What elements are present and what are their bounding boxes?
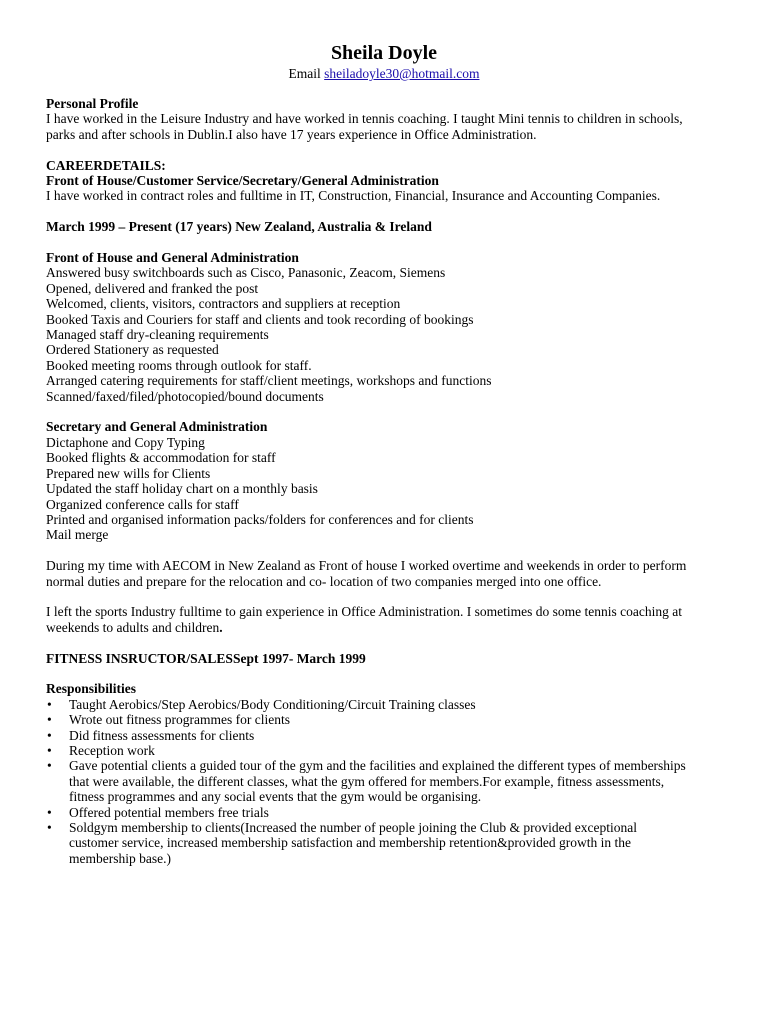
list-item: • Offered potential members free trials [46,805,736,820]
list-item: • Soldgym membership to clients(Increased the number of people joining the Club & provided exceptional customer service, increased membership satisfaction and membership retention&provided growth in the membership base.) [46,820,736,866]
duty-item: Booked flights & accommodation for staff [46,450,276,466]
responsibilities-list [46,697,736,866]
duty-item: Updated the staff holiday chart on a monthly basis [46,481,318,497]
duty-item: Arranged catering requirements for staff/client meetings, workshops and functions [46,373,492,389]
career-subheading: Front of House/Customer Service/Secretary/General Administration [46,173,439,189]
career-heading: CAREERDETAILS: [46,157,166,173]
sports-line [46,620,736,635]
duty-item: Prepared new wills for Clients [46,465,211,481]
profile-line: parks and after schools in Dublin.I also have 17 years experience in Office Administration. [46,126,537,142]
aecom-line: normal duties and prepare for the relocation and co- location of two companies merged into one office. [46,573,602,589]
email-link[interactable]: sheiladoyle30@hotmail.com [324,66,480,81]
duty-item: Booked Taxis and Couriers for staff and clients and took recording of bookings [46,311,474,327]
list-item: • Reception work [46,743,736,758]
duty-item: Answered busy switchboards such as Cisco, Panasonic, Zeacom, Siemens [46,265,446,281]
profile-line: I have worked in the Leisure Industry and have worked in tennis coaching. I taught Mini tennis to children in schools, [46,111,683,127]
email-label: Email [288,66,321,81]
duty-item: Mail merge [46,527,109,543]
duty-item: Printed and organised information packs/folders for conferences and for clients [46,511,474,527]
resume-name: Sheila Doyle [330,42,438,64]
sports-line-end: . [219,619,223,635]
duty-item: Welcomed, clients, visitors, contractors and suppliers at reception [46,296,401,312]
fitness-heading: FITNESS INSRUCTOR/SALESSept 1997- March 1999 [46,650,366,666]
aecom-line: During my time with AECOM in New Zealand as Front of house I worked overtime and weekends in order to perform [46,558,687,574]
sports-line: I left the sports Industry fulltime to gain experience in Office Administration. I sometimes do some tennis coaching at [46,604,682,620]
profile-heading: Personal Profile [46,96,139,111]
duty-item: Organized conference calls for staff [46,496,239,512]
duty-item: Booked meeting rooms through outlook for staff. [46,357,312,373]
list-item: • Gave potential clients a guided tour of the gym and the facilities and explained the different types of memberships that were available, the different classes, what the gym offered for members.For example, fitness assessments, fitness programmes and any social events that the gym would be organising. [46,758,736,804]
list-item: • Taught Aerobics/Step Aerobics/Body Conditioning/Circuit Training classes [46,697,736,712]
duty-item: Managed staff dry-cleaning requirements [46,327,269,343]
duty-item: Dictaphone and Copy Typing [46,434,205,450]
email-line [0,65,768,82]
duty-item: Opened, delivered and franked the post [46,280,259,296]
sports-line-text: weekends to adults and children [46,619,220,635]
career-summary: I have worked in contract roles and fulltime in IT, Construction, Financial, Insurance and Accounting Companies. [46,188,661,204]
resume-body [46,96,736,866]
responsibilities-heading: Responsibilities [46,681,137,697]
front-of-house-heading: Front of House and General Administration [46,250,299,266]
list-item: • Did fitness assessments for clients [46,728,736,743]
secretary-heading: Secretary and General Administration [46,419,268,435]
career-period: March 1999 – Present (17 years) New Zealand, Australia & Ireland [46,219,432,235]
duty-item: Scanned/faxed/filed/photocopied/bound documents [46,388,324,404]
list-item: • Wrote out fitness programmes for clients [46,712,736,727]
duty-item: Ordered Stationery as requested [46,342,219,358]
